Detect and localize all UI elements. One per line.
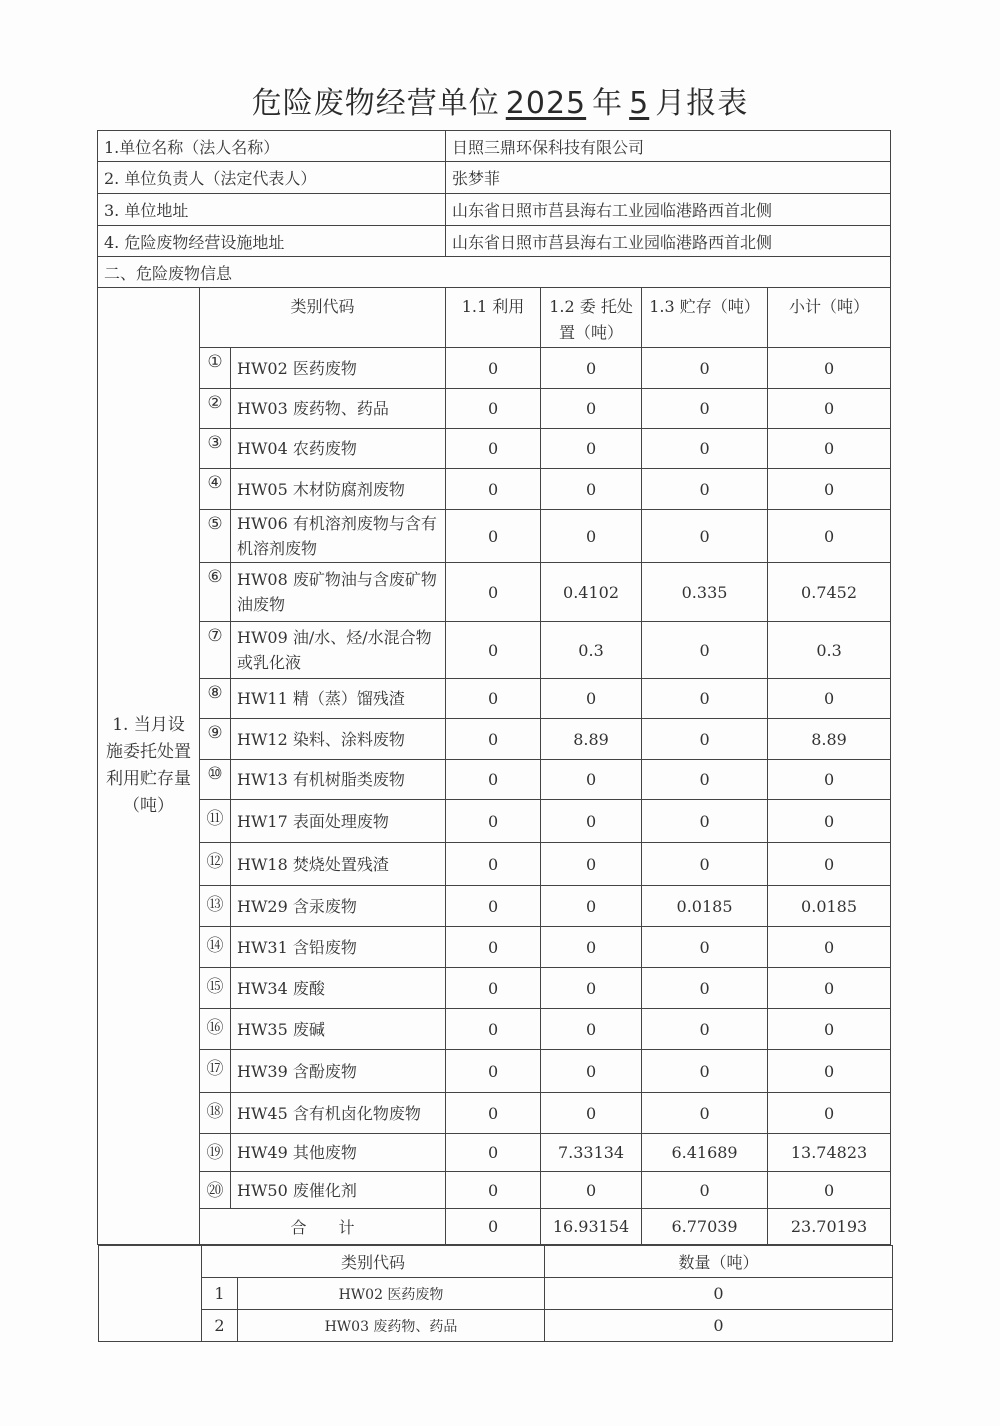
row-use-value: 0 [446, 1134, 541, 1172]
header-subtotal: 小计（吨） [768, 288, 891, 348]
row-entrust-value: 0 [541, 1050, 642, 1093]
table-row [98, 469, 891, 510]
row-entrust-value: 0 [541, 429, 642, 469]
table-row [98, 622, 891, 679]
summary-row [99, 1278, 893, 1310]
row-category-name: HW34 废酸 [231, 968, 446, 1009]
row-subtotal-value: 0 [768, 843, 891, 886]
info-label: 4. 危险废物经营设施地址 [98, 226, 446, 257]
row-store-value: 0 [642, 1050, 768, 1093]
row-use-value: 0 [446, 886, 541, 927]
row-entrust-value: 0 [541, 348, 642, 389]
row-subtotal-value: 13.74823 [768, 1134, 891, 1172]
total-store: 6.77039 [642, 1209, 768, 1245]
info-label: 1.单位名称（法人名称） [98, 131, 446, 162]
table-row [98, 510, 891, 563]
row-store-value: 6.41689 [642, 1134, 768, 1172]
row-number: ⑮ [200, 968, 231, 1009]
row-category-name: HW03 废药物、药品 [231, 389, 446, 429]
row-use-value: 0 [446, 843, 541, 886]
row-use-value: 0 [446, 389, 541, 429]
row-entrust-value: 0 [541, 510, 642, 563]
row-store-value: 0 [642, 429, 768, 469]
row-category-name: HW08 废矿物油与含废矿物油废物 [231, 563, 446, 622]
table-row [98, 429, 891, 469]
table-header-row [98, 288, 891, 348]
info-row [98, 162, 891, 194]
row-use-value: 0 [446, 563, 541, 622]
page-title [0, 78, 1000, 122]
row-entrust-value: 0 [541, 760, 642, 800]
row-subtotal-value: 0 [768, 1009, 891, 1050]
row-use-value: 0 [446, 968, 541, 1009]
row-number: ⑬ [200, 886, 231, 927]
row-subtotal-value: 0.0185 [768, 886, 891, 927]
row-number: ⑦ [200, 622, 231, 679]
row-category-name: HW31 含铅废物 [231, 927, 446, 968]
row-entrust-value: 0 [541, 679, 642, 719]
row-use-value: 0 [446, 760, 541, 800]
table-row [98, 1050, 891, 1093]
row-entrust-value: 0 [541, 927, 642, 968]
row-category-name: HW50 废催化剂 [231, 1172, 446, 1209]
row-entrust-value: 0 [541, 469, 642, 510]
row-entrust-value: 0 [541, 1093, 642, 1134]
total-use: 0 [446, 1209, 541, 1245]
row-number: ⑧ [200, 679, 231, 719]
table-row [98, 563, 891, 622]
row-category-name: HW06 有机溶剂废物与含有机溶剂废物 [231, 510, 446, 563]
row-store-value: 0 [642, 843, 768, 886]
row-number: ⑳ [200, 1172, 231, 1209]
row-subtotal-value: 0 [768, 760, 891, 800]
table-row [98, 1009, 891, 1050]
row-entrust-value: 8.89 [541, 719, 642, 760]
row-category-name: HW17 表面处理废物 [231, 800, 446, 843]
row-use-value: 0 [446, 927, 541, 968]
summary-row-qty: 0 [545, 1278, 893, 1310]
info-row [98, 226, 891, 257]
row-use-value: 0 [446, 719, 541, 760]
row-entrust-value: 0 [541, 389, 642, 429]
title-prefix: 危险废物经营单位 [251, 86, 500, 121]
info-value: 张梦菲 [446, 162, 891, 194]
row-category-name: HW45 含有机卤化物废物 [231, 1093, 446, 1134]
section-title: 二、危险废物信息 [98, 257, 891, 288]
row-number: ② [200, 389, 231, 429]
title-month-unit: 月报表 [655, 86, 749, 121]
row-entrust-value: 0 [541, 800, 642, 843]
row-store-value: 0 [642, 679, 768, 719]
row-category-name: HW13 有机树脂类废物 [231, 760, 446, 800]
row-subtotal-value: 0 [768, 1093, 891, 1134]
row-number: ④ [200, 469, 231, 510]
row-store-value: 0.0185 [642, 886, 768, 927]
row-entrust-value: 0 [541, 968, 642, 1009]
row-subtotal-value: 8.89 [768, 719, 891, 760]
summary-header-row [99, 1246, 893, 1278]
title-month: 5 [629, 86, 650, 121]
table-row [98, 800, 891, 843]
row-category-name: HW18 焚烧处置残渣 [231, 843, 446, 886]
row-entrust-value: 0.3 [541, 622, 642, 679]
row-category-name: HW05 木材防腐剂废物 [231, 469, 446, 510]
row-number: ⑰ [200, 1050, 231, 1093]
table-row [98, 1134, 891, 1172]
row-subtotal-value: 0 [768, 510, 891, 563]
summary-row-no: 2 [202, 1310, 238, 1342]
row-use-value: 0 [446, 1172, 541, 1209]
row-number: ③ [200, 429, 231, 469]
summary-blank-cell [99, 1246, 202, 1342]
table-row [98, 968, 891, 1009]
total-entrust: 16.93154 [541, 1209, 642, 1245]
summary-table [98, 1245, 893, 1342]
header-store: 1.3 贮存（吨） [642, 288, 768, 348]
header-use: 1.1 利用 [446, 288, 541, 348]
row-store-value: 0 [642, 800, 768, 843]
row-number: ⑯ [200, 1009, 231, 1050]
table-row [98, 679, 891, 719]
table-row [98, 1172, 891, 1209]
row-use-value: 0 [446, 510, 541, 563]
row-use-value: 0 [446, 1093, 541, 1134]
row-store-value: 0 [642, 719, 768, 760]
summary-row [99, 1310, 893, 1342]
row-entrust-value: 7.33134 [541, 1134, 642, 1172]
row-store-value: 0 [642, 622, 768, 679]
info-value: 山东省日照市莒县海右工业园临港路西首北侧 [446, 226, 891, 257]
summary-row-name: HW03 废药物、药品 [238, 1310, 545, 1342]
row-category-name: HW11 精（蒸）馏残渣 [231, 679, 446, 719]
header-code: 类别代码 [200, 288, 446, 348]
summary-row-no: 1 [202, 1278, 238, 1310]
row-subtotal-value: 0 [768, 1050, 891, 1093]
info-value: 日照三鼎环保科技有限公司 [446, 131, 891, 162]
row-store-value: 0 [642, 927, 768, 968]
row-subtotal-value: 0.3 [768, 622, 891, 679]
row-category-name: HW04 农药废物 [231, 429, 446, 469]
summary-header-code: 类别代码 [202, 1246, 545, 1278]
row-use-value: 0 [446, 1050, 541, 1093]
summary-row-name: HW02 医药废物 [238, 1278, 545, 1310]
summary-header-qty: 数量（吨） [545, 1246, 893, 1278]
row-subtotal-value: 0 [768, 348, 891, 389]
row-use-value: 0 [446, 800, 541, 843]
info-value: 山东省日照市莒县海右工业园临港路西首北侧 [446, 194, 891, 226]
row-entrust-value: 0 [541, 1009, 642, 1050]
info-row [98, 194, 891, 226]
row-category-name: HW35 废碱 [231, 1009, 446, 1050]
info-label: 3. 单位地址 [98, 194, 446, 226]
row-subtotal-value: 0 [768, 679, 891, 719]
row-store-value: 0 [642, 348, 768, 389]
row-use-value: 0 [446, 429, 541, 469]
table-row [98, 843, 891, 886]
row-subtotal-value: 0 [768, 800, 891, 843]
row-use-value: 0 [446, 348, 541, 389]
row-store-value: 0 [642, 389, 768, 429]
row-store-value: 0 [642, 469, 768, 510]
table-row [98, 348, 891, 389]
row-store-value: 0 [642, 1009, 768, 1050]
table-row [98, 760, 891, 800]
row-number: ① [200, 348, 231, 389]
row-subtotal-value: 0 [768, 1172, 891, 1209]
report-table [97, 130, 891, 1245]
row-number: ⑥ [200, 563, 231, 622]
row-store-value: 0 [642, 1093, 768, 1134]
row-store-value: 0 [642, 760, 768, 800]
row-subtotal-value: 0 [768, 968, 891, 1009]
header-entrust: 1.2 委 托处置（吨） [541, 288, 642, 348]
row-subtotal-value: 0 [768, 469, 891, 510]
row-category-name: HW02 医药废物 [231, 348, 446, 389]
section-row [98, 257, 891, 288]
row-entrust-value: 0 [541, 843, 642, 886]
row-store-value: 0.335 [642, 563, 768, 622]
row-number: ⑱ [200, 1093, 231, 1134]
row-entrust-value: 0.4102 [541, 563, 642, 622]
row-number: ⑭ [200, 927, 231, 968]
title-year: 2025 [505, 86, 587, 121]
row-use-value: 0 [446, 469, 541, 510]
row-use-value: 0 [446, 1009, 541, 1050]
row-number: ⑩ [200, 760, 231, 800]
title-year-unit: 年 [592, 86, 624, 121]
row-use-value: 0 [446, 622, 541, 679]
table-row [98, 1093, 891, 1134]
row-category-name: HW29 含汞废物 [231, 886, 446, 927]
row-subtotal-value: 0 [768, 389, 891, 429]
row-subtotal-value: 0 [768, 927, 891, 968]
row-number: ⑫ [200, 843, 231, 886]
row-category-name: HW39 含酚废物 [231, 1050, 446, 1093]
table-row [98, 886, 891, 927]
row-category-name: HW12 染料、涂料废物 [231, 719, 446, 760]
row-store-value: 0 [642, 1172, 768, 1209]
row-group-heading: 1. 当月设施委托处置利用贮存量（吨） [98, 288, 200, 1245]
row-number: ⑨ [200, 719, 231, 760]
row-number: ⑤ [200, 510, 231, 563]
total-subtotal: 23.70193 [768, 1209, 891, 1245]
info-row [98, 131, 891, 162]
row-store-value: 0 [642, 510, 768, 563]
row-number: ⑪ [200, 800, 231, 843]
row-entrust-value: 0 [541, 1172, 642, 1209]
row-category-name: HW09 油/水、烃/水混合物或乳化液 [231, 622, 446, 679]
row-subtotal-value: 0.7452 [768, 563, 891, 622]
summary-row-qty: 0 [545, 1310, 893, 1342]
row-use-value: 0 [446, 679, 541, 719]
table-row [98, 927, 891, 968]
row-category-name: HW49 其他废物 [231, 1134, 446, 1172]
table-row [98, 389, 891, 429]
row-number: ⑲ [200, 1134, 231, 1172]
row-store-value: 0 [642, 968, 768, 1009]
row-subtotal-value: 0 [768, 429, 891, 469]
table-row [98, 719, 891, 760]
total-label: 合 计 [200, 1209, 446, 1245]
total-row [98, 1209, 891, 1245]
info-label: 2. 单位负责人（法定代表人） [98, 162, 446, 194]
row-entrust-value: 0 [541, 886, 642, 927]
